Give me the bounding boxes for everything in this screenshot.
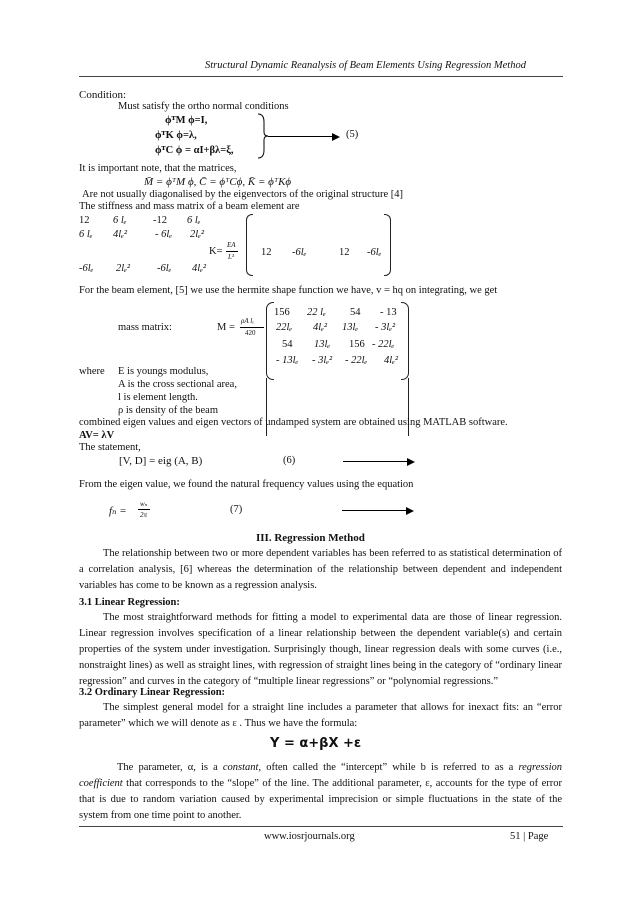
eq6-arrow-icon [343, 461, 413, 462]
where-item-l: l is element length. [118, 392, 198, 403]
stiff-r2c3: - 6lₑ [155, 229, 173, 240]
para-intro: The relationship between two or more dependent variables has been referred to as statistical determination of a correlation analysis, [6] whereas the determination of the relationship between dependent and independent variables has come to be known as a regression analysis. [79, 548, 562, 591]
where-item-A: A is the cross sectional area, [118, 379, 237, 390]
mass-r2c1: 22lₑ [276, 322, 293, 333]
fn-fraction-bar [138, 509, 150, 510]
eig-code: [V, D] = eig (A, B) [119, 455, 203, 467]
stiff-r2c2: 4lₑ² [113, 229, 128, 240]
condition-eq3: ϕᵀC ϕ = αI+βλ=ξ, [155, 145, 234, 156]
header-rule [79, 76, 563, 77]
stiff-r3c3: 12 [339, 247, 350, 258]
mass-r2c2: 4lₑ² [313, 322, 328, 333]
stiffness-left-bracket [246, 214, 253, 276]
stiff-r1c4: 6 lₑ [187, 215, 201, 226]
stiff-r2c4: 2lₑ² [190, 229, 205, 240]
stiffness-k-fraction-bar [226, 251, 238, 252]
sec32-body2-constant: constant [222, 762, 259, 773]
stiffness-k-den: L³ [228, 253, 234, 261]
where-item-E: E is youngs modulus, [118, 366, 209, 377]
mass-r3c1: 54 [282, 339, 293, 350]
footer-rule [79, 826, 563, 827]
footer-url[interactable]: www.iosrjournals.org [264, 831, 355, 842]
mass-m-den: 420 [245, 329, 256, 337]
sec31-body: The most straightforward methods for fitting a model to experimental data are those of linear regression. Linear regression involves specification of a linear relationship between the dependent variable(s) and certain properties of the system under investigation. Surprisingly though, linear regression deals with some curves (i.e., nonstraight lines) as well as straight lines, with regression of straight lines being in the category of “ordinary linear regression” and curves in the category of “multiple linear regressions” or “polynomial regressions.” [79, 612, 562, 687]
matrices-note-line2: Are not usually diagonalised by the eigenvectors of the original structure [4] [82, 189, 404, 200]
stiff-r1c2: 6 lₑ [113, 215, 127, 226]
mass-left-bracket [266, 302, 274, 380]
section-3-title: III. Regression Method [256, 532, 365, 544]
mass-r4c3: - 22lₑ [345, 355, 368, 366]
stiff-r4c1: -6lₑ [79, 263, 94, 274]
statement-label: The statement, [79, 442, 141, 453]
mass-r1c4: - 13 [380, 307, 397, 318]
mass-right-bracket [401, 302, 409, 380]
sec32-title: 3.2 Ordinary Linear Regression: [79, 687, 226, 698]
mass-r3c4: - 22lₑ [372, 339, 395, 350]
sec32-body2-regcoef: regression coefficient [79, 762, 562, 789]
footer-page-number: 51 | Page [510, 831, 549, 842]
mass-m-num: ρA lₑ [241, 317, 255, 325]
mass-r4c2: - 3lₑ² [312, 355, 333, 366]
stiff-r4c2: 2lₑ² [116, 263, 131, 274]
regression-formula: Y = α+βX +ε [270, 736, 362, 751]
mass-m-label: M = [217, 322, 235, 333]
mass-m-fraction-bar [240, 327, 264, 328]
hermite-sentence: For the beam element, [5] we use the hermite shape function we have, v = hq on integrating, we get [79, 285, 498, 296]
eq5-arrow-icon [268, 136, 338, 137]
stiffness-k-label: K= [209, 246, 223, 257]
condition-label: Condition: [79, 89, 127, 101]
running-header: Structural Dynamic Reanalysis of Beam Elements Using Regression Method [205, 60, 526, 71]
mass-r3c2: 13lₑ [314, 339, 331, 350]
combined-sentence: combined eigen values and eigen vectors of undamped system are obtained using MATLAB software. [79, 417, 508, 428]
stiff-r3c1: 12 [261, 247, 272, 258]
mass-r2c3: 13lₑ [342, 322, 359, 333]
eq7-arrow-icon [342, 510, 412, 511]
fn-num: wₙ [140, 500, 148, 508]
condition-eq1: ϕᵀM ϕ=I, [165, 115, 208, 126]
stiff-r4c4: 4lₑ² [192, 263, 207, 274]
stiff-r1c3: -12 [153, 215, 167, 226]
mass-r4c1: - 13lₑ [276, 355, 299, 366]
eigen-sentence: From the eigen value, we found the natural frequency values using the equation [79, 479, 414, 490]
sec32-body2-c: that corresponds to the “slope” of the line. The additional parameter, ε, accounts for the type of error that is due to random variation caused by experimental imprecision or simple fluctuations in the state of the system from one time point to another. [79, 778, 562, 821]
condition-intro: Must satisfy the ortho normal conditions [118, 101, 289, 112]
stiff-r4c3: -6lₑ [157, 263, 172, 274]
fn-lhs: fₙ = [109, 505, 127, 517]
sec31-title: 3.1 Linear Regression: [79, 597, 180, 608]
av-equation: AV= λV [79, 430, 115, 441]
matrices-note-formula: M̄ = ϕᵀM ϕ, C̄ = ϕᵀCϕ, K̄ = ϕᵀKϕ [144, 176, 292, 188]
sec32-body: The simplest general model for a straight line includes a parameter that allows for inexact fits: an “error parameter” which we will denote as ε . Thus we have the formula: [79, 702, 562, 729]
sec32-body2-a: The parameter, α, is a [117, 762, 223, 773]
where-word: where [79, 366, 105, 377]
stiffness-k-num: EA [227, 241, 236, 249]
mass-r1c3: 54 [350, 307, 361, 318]
stiffness-right-bracket [384, 214, 391, 276]
mass-r2c4: - 3lₑ² [375, 322, 396, 333]
stiff-r3c2: -6lₑ [292, 247, 307, 258]
sec32-body2-b: , often called the “intercept” while b is referred to as a [258, 762, 519, 773]
mass-r1c2: 22 lₑ [307, 307, 326, 318]
matrices-note-line3: The stiffness and mass matrix of a beam element are [79, 201, 300, 212]
eq6-number: (6) [283, 455, 296, 466]
condition-eq2: ϕᵀK ϕ=λ, [155, 130, 197, 141]
mass-matrix-label: mass matrix: [118, 322, 172, 333]
where-item-rho: ρ is density of the beam [118, 405, 219, 416]
mass-r1c1: 156 [274, 307, 290, 318]
mass-r4c4: 4lₑ² [384, 355, 399, 366]
matrices-note-line1: It is important note, that the matrices, [79, 163, 237, 174]
eq7-number: (7) [230, 504, 243, 515]
stiff-r3c4: -6lₑ [367, 247, 382, 258]
fn-den: 2π [140, 511, 148, 519]
mass-r3c3: 156 [349, 339, 365, 350]
eq5-number: (5) [346, 129, 359, 140]
stiff-r2c1: 6 lₑ [79, 229, 93, 240]
stiff-r1c1: 12 [79, 215, 90, 226]
sec32-body2 [79, 760, 562, 824]
